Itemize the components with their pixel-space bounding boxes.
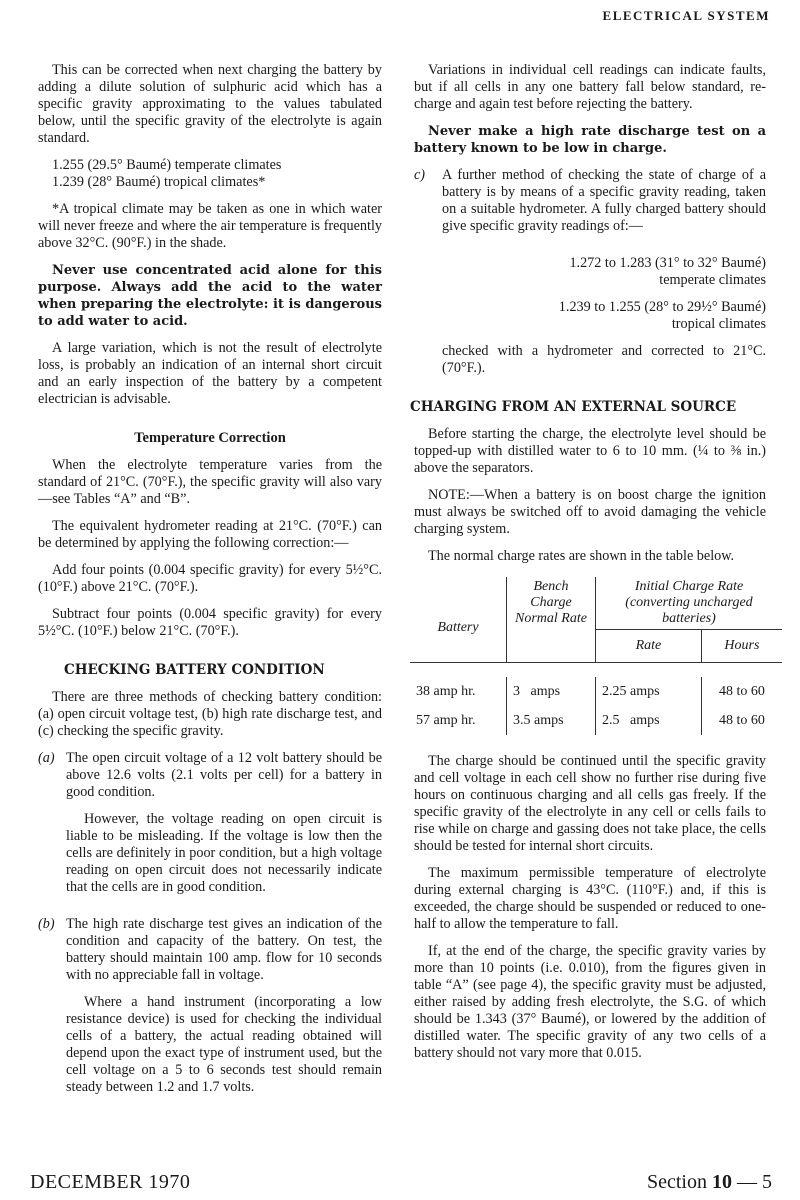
list-label: c) (414, 167, 426, 183)
right-column (410, 62, 766, 1072)
footnote: *A tropical climate may be taken as one in which water will never freeze and where the air temperature is frequently above 32°C. (90°F.) in the shade. (38, 201, 382, 251)
paragraph: When the electrolyte temperature varies from the standard of 21°C. (70°F.), the specific gravity will also vary—see Tables “A” and “B”. (38, 457, 382, 507)
sg-climate: temperate climates (659, 272, 766, 288)
sg-value-tropical: 1.239 (28° Baumé) tropical climates* (52, 174, 266, 190)
paragraph: A large variation, which is not the result of electrolyte loss, is probably an indication of an internal short circuit and an early inspection of the battery by a competent electrician is advisable. (38, 340, 382, 407)
paragraph: This can be corrected when next charging the battery by adding a dilute solution of sulphuric acid which has a specific gravity approximating to the values tabulated below, until the specific gravity of the electrolyte is again standard. (38, 62, 382, 146)
column-header-rate: Rate (596, 630, 702, 663)
list-item-c (414, 167, 766, 245)
footer-section (647, 1171, 772, 1194)
column-header-initial: Initial Charge Rate (converting uncharged batteries) (596, 577, 783, 630)
list-item-b (38, 916, 382, 1106)
section-number: 10 (712, 1171, 732, 1193)
section-label: Section (647, 1171, 707, 1193)
sg-tropical-block (414, 299, 766, 333)
list-label: (b) (38, 916, 55, 932)
footer-date: DECEMBER 1970 (30, 1171, 191, 1193)
temperature-correction-heading: Temperature Correction (134, 430, 286, 446)
list-label: (a) (38, 750, 55, 766)
table-row (410, 677, 782, 706)
paragraph: The normal charge rates are shown in the table below. (428, 548, 735, 564)
note: NOTE:—When a battery is on boost charge the ignition must always be switched off to avoid damaging the vehicle charging system. (414, 487, 766, 537)
paragraph: There are three methods of checking battery condition: (a) open circuit voltage test, (b) high rate discharge test, and (c) checking the specific gravity. (38, 689, 382, 739)
paragraph: However, the voltage reading on open circuit is liable to be misleading. If the voltage is low then the cells are definitely in poor condition, but a high voltage reading on open circuit does not necessarily indicate that the cells are in good condition. (66, 811, 382, 895)
left-column (38, 62, 382, 1116)
cell-rate: 2.5 amps (596, 706, 702, 735)
sg-values (38, 157, 382, 191)
cell-bench: 3 amps (507, 677, 596, 706)
paragraph: The charge should be continued until the specific gravity and cell voltage in each cell show no further rise during five hours on continuous charging and all cells gas freely. If the specific gravity of the electrolyte in any cell or cells fails to rise while on charge and gassing does not take place, the cells should be tested for internal short circuits. (414, 753, 766, 854)
paragraph: The open circuit voltage of a 12 volt battery should be above 12.6 volts (2.1 volts per cell) for a battery in good condition. (66, 750, 382, 800)
column-header-hours: Hours (701, 630, 782, 663)
external-charging-heading: CHARGING FROM AN EXTERNAL SOURCE (410, 399, 737, 415)
page-number: — 5 (737, 1171, 772, 1193)
paragraph: A further method of checking the state of charge of a battery is by means of a specific gravity reading, taken on a suitable hydrometer. A fully charged battery should give specific gravity readings of:— (442, 167, 766, 234)
cell-bench: 3.5 amps (507, 706, 596, 735)
paragraph: checked with a hydrometer and corrected to 21°C. (70°F.). (442, 343, 766, 376)
charge-rate-table (410, 577, 782, 735)
cell-battery: 38 amp hr. (410, 677, 507, 706)
paragraph: Variations in individual cell readings can indicate faults, but if all cells in any one battery fall below standard, re-charge and again test before rejecting the battery. (414, 62, 766, 112)
paragraph: If, at the end of the charge, the specific gravity varies by more than 10 points (i.e. 0.010), from the figures given in table “A” (see page 4), the specific gravity must be adjusted, either raised by adding fresh electrolyte, the S.G. of which should be 1.343 (37° Baumé), or lowered by the addition of distilled water. The specific gravity of any two cells of a battery should not vary more that 0.015. (414, 943, 766, 1061)
paragraph: Subtract four points (0.004 specific gravity) for every 5½°C. (10°F.) below 21°C. (70°F.). (38, 606, 382, 639)
paragraph: The high rate discharge test gives an indication of the condition and capacity of the battery. On test, the battery should maintain 100 amp. flow for 10 seconds with no appreciable fall in voltage. (66, 916, 382, 983)
sg-range: 1.239 to 1.255 (28° to 29½° Baumé) (558, 299, 766, 315)
paragraph: The equivalent hydrometer reading at 21°C. (70°F.) can be determined by applying the following correction:— (38, 518, 382, 551)
cell-hours: 48 to 60 (718, 713, 765, 728)
paragraph: The maximum permissible temperature of electrolyte during external charging is 43°C. (110°F.) and, if this is exceeded, the charge should be suspended or reduced to one-half to allow the temperature to fall. (414, 865, 766, 932)
checking-battery-heading: CHECKING BATTERY CONDITION (64, 662, 325, 678)
cell-hours: 48 to 60 (718, 684, 765, 699)
list-item-a (38, 750, 382, 906)
cell-battery: 57 amp hr. (410, 706, 507, 735)
warning-text: Never use concentrated acid alone for this purpose. Always add the acid to the water when preparing the electrolyte: it is dangerous to add water to acid. (38, 263, 382, 329)
paragraph: Add four points (0.004 specific gravity) for every 5½°C. (10°F.) above 21°C. (70°F.). (38, 562, 382, 595)
column-header-bench: Bench Charge Normal Rate (507, 577, 596, 663)
table-row (410, 706, 782, 735)
running-title: ELECTRICAL SYSTEM (602, 8, 770, 23)
paragraph: Before starting the charge, the electrolyte level should be topped-up with distilled water to 6 to 10 mm. (¼ to ⅜ in.) above the separators. (414, 426, 766, 476)
column-header-battery: Battery (410, 577, 507, 663)
sg-range: 1.272 to 1.283 (31° to 32° Baumé) (569, 255, 766, 271)
cell-rate: 2.25 amps (596, 677, 702, 706)
sg-value-temperate: 1.255 (29.5° Baumé) temperate climates (52, 157, 282, 173)
warning-text: Never make a high rate discharge test on a battery known to be low in charge. (414, 124, 766, 156)
sg-climate: tropical climates (671, 316, 766, 332)
sg-temperate-block (414, 255, 766, 289)
paragraph: Where a hand instrument (incorporating a low resistance device) is used for checking the individual cells of a battery, the actual reading obtained will depend upon the exact type of instrument used, but the cell voltage on a 5 to 6 seconds test should remain steady between 1.2 and 1.7 volts. (66, 994, 382, 1095)
